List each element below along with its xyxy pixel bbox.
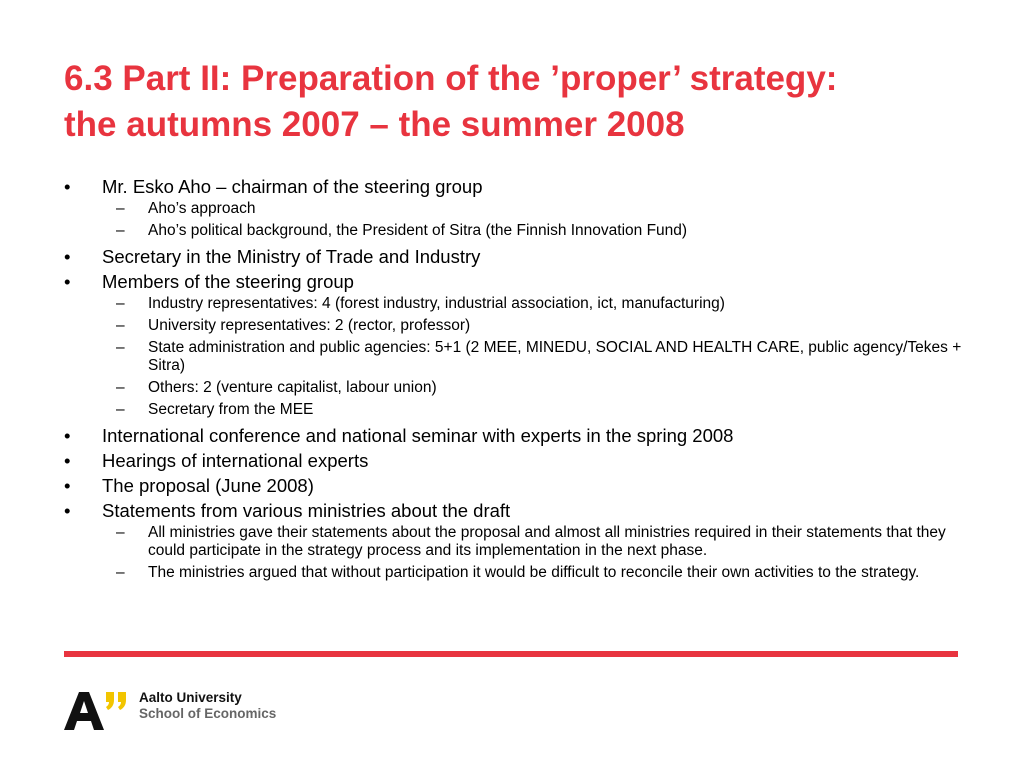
bullet-marker: • <box>64 176 71 197</box>
slide-title-line-1: 6.3 Part II: Preparation of the ’proper’ strategy: <box>64 59 838 98</box>
sub-bullet-item <box>64 379 964 397</box>
bullet-text: Statements from various ministries about the draft <box>102 500 511 521</box>
dash-marker: – <box>116 524 125 541</box>
footer-divider <box>64 651 958 657</box>
bullet-text: Secretary in the Ministry of Trade and Industry <box>102 246 481 267</box>
sub-bullet-item <box>64 339 964 375</box>
sub-bullet-text: Aho’s approach <box>148 200 256 217</box>
bullet-marker: • <box>64 425 71 446</box>
slide-title-line-2: the autumns 2007 – the summer 2008 <box>64 105 685 144</box>
dash-marker: – <box>116 222 125 239</box>
bullet-marker: • <box>64 271 71 292</box>
bullet-marker: • <box>64 450 71 471</box>
aalto-logo-icon <box>64 688 134 734</box>
sub-bullet-text: State administration and public agencies: 5+1 (2 MEE, MINEDU, SOCIAL AND HEALTH CARE, public agency/Tekes + Sitra) <box>148 339 962 374</box>
sub-bullet-text: The ministries argued that without participation it would be difficult to reconcile their own activities to the strategy. <box>148 564 920 581</box>
dash-marker: – <box>116 317 125 334</box>
bullet-text: Mr. Esko Aho – chairman of the steering group <box>102 176 483 197</box>
sub-bullet-text: Aho’s political background, the President of Sitra (the Finnish Innovation Fund) <box>148 222 688 239</box>
dash-marker: – <box>116 564 125 581</box>
sub-bullet-list <box>64 524 964 582</box>
bullet-marker: • <box>64 500 71 521</box>
footer-institution <box>139 690 276 722</box>
bullet-item <box>64 269 964 419</box>
sub-bullet-item <box>64 524 964 560</box>
sub-bullet-text: All ministries gave their statements about the proposal and almost all ministries required in their statements that they could participate in the strategy process and its implementation in the next phase. <box>148 524 946 559</box>
dash-marker: – <box>116 200 125 217</box>
dash-marker: – <box>116 295 125 312</box>
bullet-item <box>64 473 964 498</box>
sub-bullet-text: University representatives: 2 (rector, professor) <box>148 317 471 334</box>
bullet-marker: • <box>64 475 71 496</box>
sub-bullet-item <box>64 222 964 240</box>
bullet-item <box>64 174 964 240</box>
sub-bullet-item <box>64 200 964 218</box>
sub-bullet-text: Secretary from the MEE <box>148 401 314 418</box>
university-name: Aalto University <box>139 690 242 705</box>
dash-marker: – <box>116 379 125 396</box>
sub-bullet-item <box>64 295 964 313</box>
bullet-item <box>64 244 964 269</box>
sub-bullet-text: Industry representatives: 4 (forest industry, industrial association, ict, manufacturing) <box>148 295 725 312</box>
sub-bullet-item <box>64 564 964 582</box>
dash-marker: – <box>116 401 125 418</box>
sub-bullet-list <box>64 200 964 240</box>
bullet-text: The proposal (June 2008) <box>102 475 314 496</box>
bullet-item <box>64 423 964 448</box>
sub-bullet-list <box>64 295 964 419</box>
bullet-text: Hearings of international experts <box>102 450 369 471</box>
bullet-text: International conference and national seminar with experts in the spring 2008 <box>102 425 734 446</box>
bullet-item <box>64 498 964 582</box>
dash-marker: – <box>116 339 125 356</box>
sub-bullet-text: Others: 2 (venture capitalist, labour union) <box>148 379 437 396</box>
slide-title <box>64 56 984 148</box>
bullet-marker: • <box>64 246 71 267</box>
sub-bullet-item <box>64 317 964 335</box>
bullet-list <box>64 174 964 586</box>
sub-bullet-item <box>64 401 964 419</box>
bullet-text: Members of the steering group <box>102 271 354 292</box>
bullet-item <box>64 448 964 473</box>
school-name: School of Economics <box>139 706 277 721</box>
